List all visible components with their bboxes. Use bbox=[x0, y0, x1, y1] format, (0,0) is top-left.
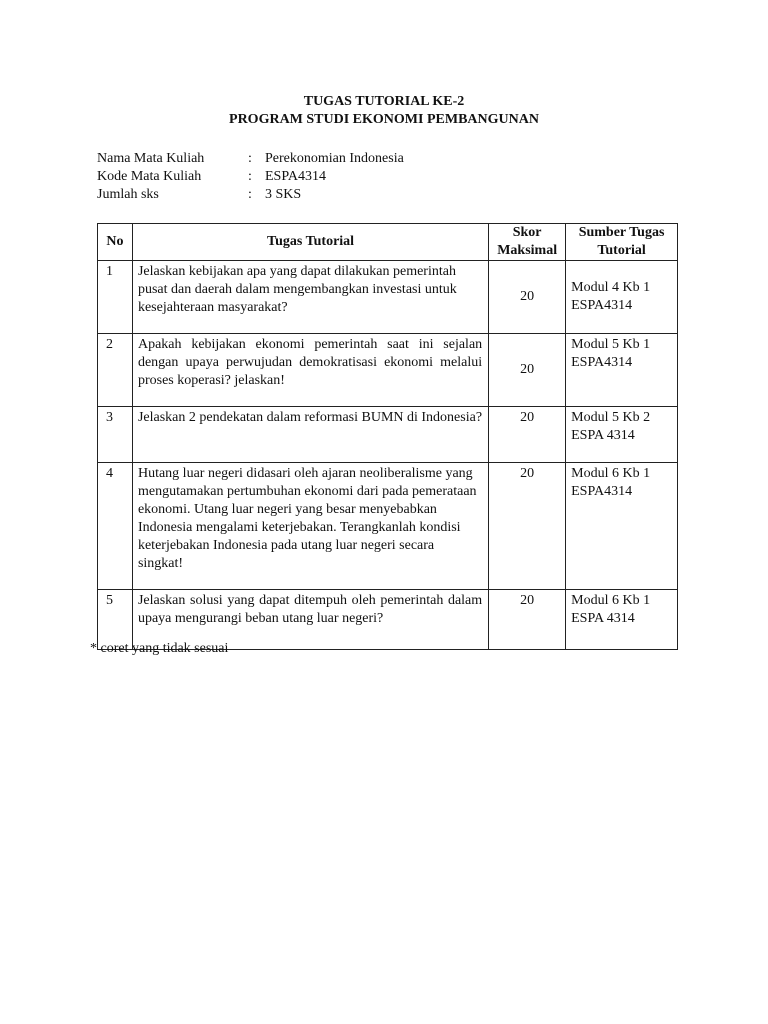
info-value: ESPA4314 bbox=[265, 169, 326, 184]
table-row bbox=[98, 463, 678, 590]
max-score: 20 bbox=[489, 261, 566, 334]
task-text: Jelaskan 2 pendekatan dalam reformasi BUMN di Indonesia? bbox=[132, 407, 488, 463]
source-module: Modul 6 Kb 1 bbox=[571, 466, 651, 481]
task-source bbox=[566, 590, 678, 650]
info-separator: : bbox=[248, 187, 252, 202]
task-text: Apakah kebijakan ekonomi pemerintah saat ini sejalan dengan upaya perwujudan demokratisasi ekonomi melalui proses koperasi? jelaskan! bbox=[132, 334, 488, 407]
course-code-row bbox=[97, 168, 497, 186]
column-header-sumber bbox=[566, 224, 678, 261]
assignment-table bbox=[97, 223, 678, 650]
max-score: 20 bbox=[489, 407, 566, 463]
footnote: * coret yang tidak sesuai bbox=[90, 641, 229, 656]
course-name-row bbox=[97, 150, 497, 168]
task-text: Hutang luar negeri didasari oleh ajaran neoliberalisme yang mengutamakan pertumbuhan ekonomi dari pada pemerataan ekonomi. Utang luar negeri yang besar menyebabkan Indonesia mengalami keterjebakan. Terangkanlah kondisi keterjebakan Indonesia pada utang luar negeri secara singkat! bbox=[132, 463, 488, 590]
info-separator: : bbox=[248, 151, 252, 166]
source-code: ESPA 4314 bbox=[571, 428, 635, 443]
info-label: Kode Mata Kuliah bbox=[97, 169, 202, 184]
max-score: 20 bbox=[489, 590, 566, 650]
info-label: Jumlah sks bbox=[97, 187, 159, 202]
info-label: Nama Mata Kuliah bbox=[97, 151, 205, 166]
source-code: ESPA4314 bbox=[571, 355, 633, 370]
task-source bbox=[566, 334, 678, 407]
task-source bbox=[566, 407, 678, 463]
table-row bbox=[98, 261, 678, 334]
column-header-skor bbox=[489, 224, 566, 261]
task-text: Jelaskan solusi yang dapat ditempuh oleh pemerintah dalam upaya mengurangi beban utang luar negeri? bbox=[132, 590, 488, 650]
info-value: 3 SKS bbox=[265, 187, 302, 202]
source-code: ESPA4314 bbox=[571, 484, 633, 499]
info-separator: : bbox=[248, 169, 252, 184]
row-number: 3 bbox=[98, 407, 133, 463]
column-header-no: No bbox=[98, 224, 133, 261]
task-text: Jelaskan kebijakan apa yang dapat dilakukan pemerintah pusat dan daerah dalam mengembangkan investasi untuk kesejahteraan masyarakat? bbox=[132, 261, 488, 334]
document-subtitle: PROGRAM STUDI EKONOMI PEMBANGUNAN bbox=[229, 112, 539, 127]
row-number: 2 bbox=[98, 334, 133, 407]
credits-row bbox=[97, 186, 497, 204]
max-score: 20 bbox=[489, 334, 566, 407]
source-module: Modul 5 Kb 2 bbox=[571, 410, 651, 425]
row-number: 1 bbox=[98, 261, 133, 334]
column-header-tugas: Tugas Tutorial bbox=[132, 224, 488, 261]
table-row bbox=[98, 334, 678, 407]
document-title: TUGAS TUTORIAL KE-2 bbox=[303, 94, 465, 109]
info-value: Perekonomian Indonesia bbox=[265, 151, 404, 166]
task-source bbox=[566, 261, 678, 334]
source-module: Modul 5 Kb 1 bbox=[571, 337, 651, 352]
max-score: 20 bbox=[489, 463, 566, 590]
column-header-skor-line2: Maksimal bbox=[497, 243, 558, 258]
row-number: 4 bbox=[98, 463, 133, 590]
row-number: 5 bbox=[98, 590, 133, 650]
column-header-sumber-line2: Tutorial bbox=[597, 243, 646, 258]
source-code: ESPA4314 bbox=[571, 298, 633, 313]
source-module: Modul 6 Kb 1 bbox=[571, 593, 651, 608]
source-module: Modul 4 Kb 1 bbox=[571, 280, 651, 295]
column-header-sumber-line1: Sumber Tugas bbox=[578, 225, 665, 240]
source-code: ESPA 4314 bbox=[571, 611, 635, 626]
course-info bbox=[97, 150, 497, 204]
task-source bbox=[566, 463, 678, 590]
column-header-skor-line1: Skor bbox=[512, 225, 542, 240]
table-header-row bbox=[98, 224, 678, 261]
table-row bbox=[98, 407, 678, 463]
